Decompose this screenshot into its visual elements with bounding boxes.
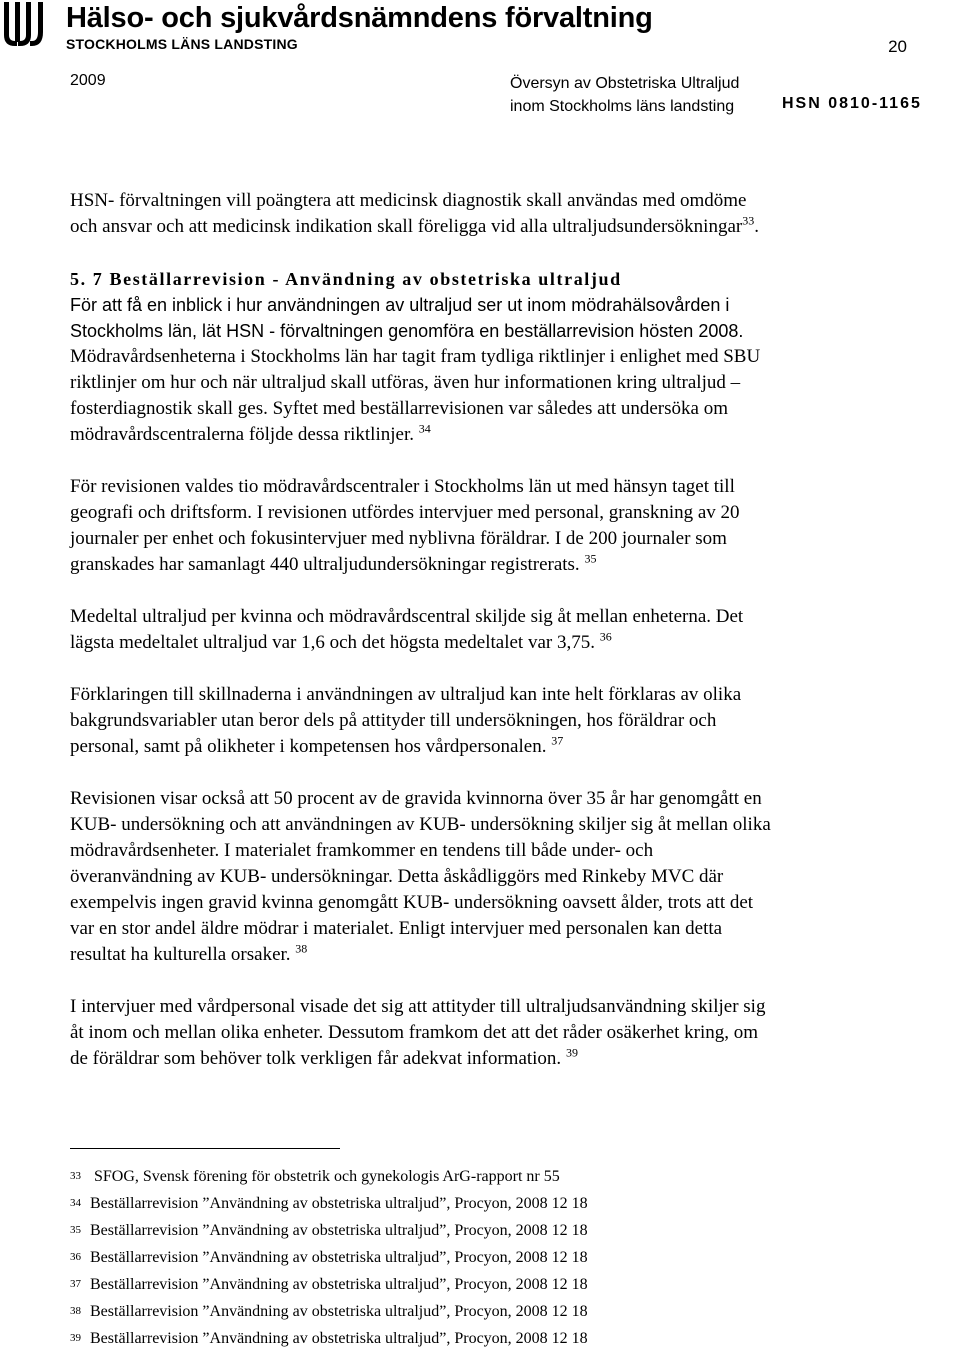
text-span: resultat ha kulturella orsaker.: [70, 944, 291, 965]
text-line: [70, 422, 905, 448]
header-doc-title-line2: inom Stockholms läns landsting: [510, 98, 735, 115]
text-line: För revisionen valdes tio mödravårdscentraler i Stockholms län ut med hänsyn taget till: [70, 476, 735, 497]
sll-logo-icon: [2, 2, 52, 48]
footnote-39: [70, 1325, 588, 1352]
text-line: [70, 630, 905, 656]
footnotes: [70, 1163, 588, 1352]
footnote-number: 38: [70, 1305, 81, 1317]
footnote-number: 34: [70, 1197, 81, 1209]
text-span: .: [754, 216, 759, 237]
page-number: 20: [888, 37, 907, 56]
text-line: [70, 214, 905, 240]
footnote-ref[interactable]: 34: [418, 421, 431, 436]
text-line: [70, 942, 905, 968]
header-doc-title: [510, 72, 739, 118]
footnote-ref[interactable]: 39: [565, 1045, 578, 1060]
paragraph-7: [70, 994, 905, 1072]
text-span: och ansvar och att medicinsk indikation skall föreligga vid alla ultraljudsundersökningar: [70, 216, 743, 237]
text-line: I intervjuer med vårdpersonal visade det sig att attityder till ultraljudsanvändning skiljer sig: [70, 996, 766, 1017]
footnote-33: [70, 1163, 588, 1190]
text-line: Förklaringen till skillnaderna i användningen av ultraljud kan inte helt förklaras av olika: [70, 684, 742, 705]
text-line: mödravårdsenheter. I materialet framkommer en tendens till både under- och: [70, 840, 654, 861]
footnote-number: 39: [70, 1332, 81, 1344]
footnote-34: [70, 1190, 588, 1217]
footnote-ref[interactable]: 33: [742, 213, 755, 228]
text-span: personal, samt på olikheter i kompetensen hos vårdpersonalen.: [70, 736, 547, 757]
section-intro: [70, 292, 905, 344]
paragraph-6: [70, 786, 905, 968]
text-span: granskades har samanlagt 440 ultraljudundersökningar registrerats.: [70, 554, 580, 575]
footnote-number: 36: [70, 1251, 81, 1263]
footnote-ref[interactable]: 36: [599, 629, 612, 644]
footnote-37: [70, 1271, 588, 1298]
paragraph-3: [70, 474, 905, 578]
header-doc-title-line1: Översyn av Obstetriska Ultraljud: [510, 75, 740, 92]
text-line: åt inom och mellan olika enheter. Dessutom framkom det att det råder osäkerhet kring, om: [70, 1022, 759, 1043]
text-line: Mödravårdsenheterna i Stockholms län har tagit fram tydliga riktlinjer i enlighet med SBU: [70, 346, 761, 367]
footnote-number: 35: [70, 1224, 81, 1236]
text-line: För att få en inblick i hur användningen av ultraljud ser ut inom mödrahälsovården i: [70, 295, 730, 315]
footnote-text: SFOG, Svensk förening för obstetrik och gynekologis ArG-rapport nr 55: [94, 1168, 560, 1185]
text-line: [70, 552, 905, 578]
text-line: bakgrundsvariabler utan beror dels på attityder till undersökningen, hos föräldrar och: [70, 710, 717, 731]
document-body: [70, 188, 905, 1072]
footnote-35: [70, 1217, 588, 1244]
footnote-text: Beställarrevision ”Användning av obstetriska ultraljud”, Procyon, 2008 12 18: [90, 1249, 588, 1266]
footnote-text: Beställarrevision ”Användning av obstetriska ultraljud”, Procyon, 2008 12 18: [90, 1330, 588, 1347]
footnote-text: Beställarrevision ”Användning av obstetriska ultraljud”, Procyon, 2008 12 18: [90, 1222, 588, 1239]
paragraph-1: [70, 188, 905, 240]
text-line: Revisionen visar också att 50 procent av de gravida kvinnorna över 35 år har genomgått en: [70, 788, 762, 809]
footnote-text: Beställarrevision ”Användning av obstetriska ultraljud”, Procyon, 2008 12 18: [90, 1303, 588, 1320]
text-span: lägsta medeltalet ultraljud var 1,6 och det högsta medeltalet var 3,75.: [70, 632, 595, 653]
text-line: [70, 734, 905, 760]
footnote-36: [70, 1244, 588, 1271]
footnote-number: 37: [70, 1278, 81, 1290]
footnote-number: 33: [70, 1170, 81, 1182]
footnote-text: Beställarrevision ”Användning av obstetriska ultraljud”, Procyon, 2008 12 18: [90, 1195, 588, 1212]
text-line: journaler per enhet och fokusintervjuer med nyblivna föräldrar. I de 200 journaler som: [70, 528, 727, 549]
text-line: Stockholms län, lät HSN - förvaltningen genomföra en beställarrevision hösten 2008.: [70, 321, 744, 341]
text-line: fosterdiagnostik skall ges. Syftet med beställarrevisionen var således att undersöka om: [70, 398, 728, 419]
text-line: geografi och driftsform. I revisionen utfördes intervjuer med personal, granskning av 20: [70, 502, 740, 523]
footnote-ref[interactable]: 35: [584, 551, 597, 566]
text-line: riktlinjer om hur och när ultraljud skall utföras, även hur informationen kring ultraljud –: [70, 372, 741, 393]
paragraph-2: [70, 344, 905, 448]
header-doc-code: HSN 0810-1165: [782, 95, 922, 112]
text-line: Medeltal ultraljud per kvinna och mödravårdscentral skiljde sig åt mellan enheterna. Det: [70, 606, 744, 627]
footnote-ref[interactable]: 37: [551, 733, 564, 748]
section-heading: 5. 7 Beställarrevision - Användning av obstetriska ultraljud: [70, 269, 622, 289]
footnote-divider: [70, 1148, 340, 1149]
text-span: de föräldrar som behöver tolk verkligen får adekvat information.: [70, 1048, 562, 1069]
text-line: överanvändning av KUB- undersökningar. Detta åskådliggörs med Rinkeby MVC där: [70, 866, 724, 887]
text-line: HSN- förvaltningen vill poängtera att medicinsk diagnostik skall användas med omdöme: [70, 190, 747, 211]
org-subtitle: STOCKHOLMS LÄNS LANDSTING: [66, 36, 298, 52]
text-line: exempelvis ingen gravid kvinna genomgått KUB- undersökning oavsett ålder, trots att det: [70, 892, 754, 913]
footnote-text: Beställarrevision ”Användning av obstetriska ultraljud”, Procyon, 2008 12 18: [90, 1276, 588, 1293]
text-line: KUB- undersökning och att användningen av KUB- undersökning skiljer sig åt mellan olika: [70, 814, 771, 835]
footnote-38: [70, 1298, 588, 1325]
text-span: mödravårdscentralerna följde dessa riktlinjer.: [70, 424, 414, 445]
header-year: 2009: [70, 72, 106, 89]
text-line: var en stor andel äldre mödrar i materialet. Enligt intervjuer med personalen kan detta: [70, 918, 723, 939]
paragraph-5: [70, 682, 905, 760]
footnote-ref[interactable]: 38: [295, 941, 308, 956]
org-title: Hälso- och sjukvårdsnämndens förvaltning: [66, 2, 653, 34]
text-line: [70, 1046, 905, 1072]
paragraph-4: [70, 604, 905, 656]
